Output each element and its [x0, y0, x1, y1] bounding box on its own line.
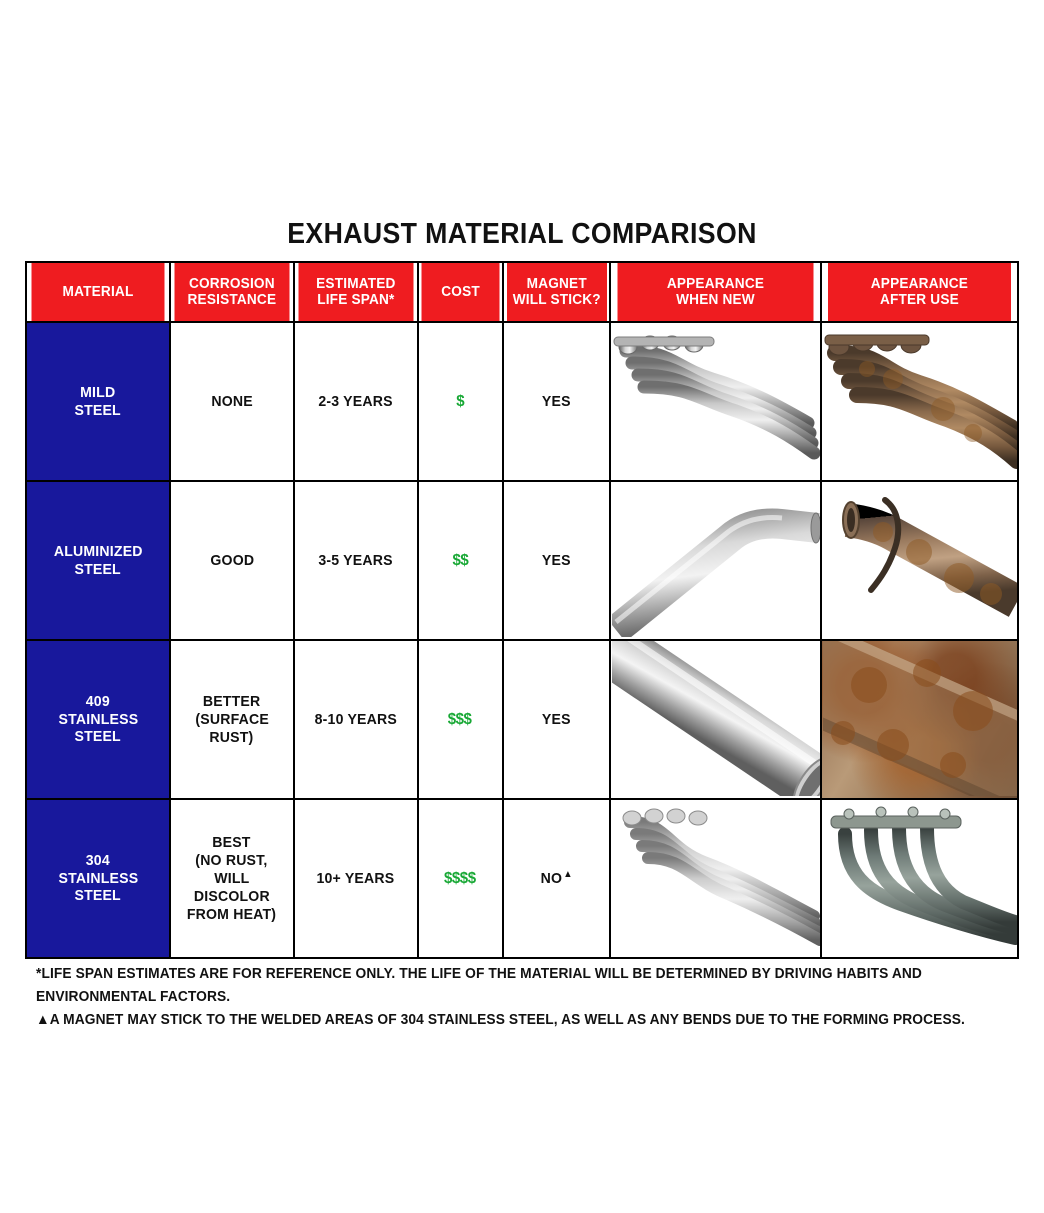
cell-corrosion-aluminized-steel: GOOD — [170, 481, 294, 640]
image-new-409-stainless-steel — [610, 640, 821, 799]
image-used-304-stainless-steel — [821, 799, 1018, 958]
cell-corrosion-mild-steel: NONE — [170, 322, 294, 481]
footnotes — [36, 963, 1016, 1033]
table-row — [26, 799, 1018, 958]
table-header-row — [26, 262, 1018, 322]
image-used-aluminized-steel — [821, 481, 1018, 640]
image-new-304-stainless-steel — [610, 799, 821, 958]
cell-lifespan-304-stainless-steel: 10+ YEARS — [294, 799, 418, 958]
cell-cost-aluminized-steel: $$ — [418, 481, 503, 640]
image-new-aluminized-steel — [610, 481, 821, 640]
cell-lifespan-aluminized-steel: 3-5 YEARS — [294, 481, 418, 640]
cell-lifespan-mild-steel: 2-3 YEARS — [294, 322, 418, 481]
table-header — [26, 262, 1018, 322]
image-used-409-stainless-steel — [821, 640, 1018, 799]
column-header-cost: COST — [420, 262, 500, 322]
rusted-long-tube-headers-icon — [823, 323, 1017, 478]
cell-cost-304-stainless-steel: $$$$ — [418, 799, 503, 958]
cell-material-409-stainless-steel: 409 STAINLESS STEEL — [26, 640, 170, 799]
surface-rusted-pipe-closeup-icon — [822, 641, 1017, 798]
bent-exhaust-pipe-icon — [612, 482, 820, 637]
cell-material-mild-steel: MILD STEEL — [26, 322, 170, 481]
table-row — [26, 322, 1018, 481]
cell-material-304-stainless-steel: 304 STAINLESS STEEL — [26, 799, 170, 958]
304-stainless-headers-icon — [612, 800, 820, 955]
heat-discolored-headers-icon — [823, 800, 1017, 955]
cell-material-aluminized-steel: ALUMINIZED STEEL — [26, 481, 170, 640]
image-new-mild-steel — [610, 322, 821, 481]
table-row — [26, 640, 1018, 799]
column-header-appearance-when-new: APPEARANCE WHEN NEW — [617, 262, 815, 322]
column-header-appearance-after-use: APPEARANCE AFTER USE — [827, 262, 1012, 322]
rusted-exhaust-pipe-with-hanger-icon — [823, 482, 1017, 637]
table-row — [26, 481, 1018, 640]
stainless-long-tube-headers-icon — [612, 323, 820, 478]
polished-straight-pipe-icon — [612, 641, 820, 796]
cell-cost-mild-steel: $ — [418, 322, 503, 481]
cell-magnet-304-stainless-steel: NO▲ — [503, 799, 611, 958]
cell-cost-409-stainless-steel: $$$ — [418, 640, 503, 799]
cell-magnet-aluminized-steel: YES — [503, 481, 611, 640]
exhaust-material-comparison-table — [25, 261, 1019, 959]
column-header-estimated-life-span: ESTIMATED LIFE SPAN* — [297, 262, 413, 322]
cell-magnet-409-stainless-steel: YES — [503, 640, 611, 799]
column-header-corrosion-resistance: CORROSION RESISTANCE — [174, 262, 290, 322]
column-header-material: MATERIAL — [30, 262, 165, 322]
footnote-lifespan: *LIFE SPAN ESTIMATES ARE FOR REFERENCE ONLY. THE LIFE OF THE MATERIAL WILL BE DETERMINED BY DRIVING HABITS AND ENVIRONMENTAL FACTORS. — [36, 966, 922, 1006]
page-title: EXHAUST MATERIAL COMPARISON — [287, 218, 757, 250]
footnote-magnet: ▲A MAGNET MAY STICK TO THE WELDED AREAS OF 304 STAINLESS STEEL, AS WELL AS ANY BENDS DUE TO THE FORMING PROCESS. — [36, 1012, 965, 1029]
cell-lifespan-409-stainless-steel: 8-10 YEARS — [294, 640, 418, 799]
cell-corrosion-304-stainless-steel: BEST (NO RUST, WILL DISCOLOR FROM HEAT) — [170, 799, 294, 958]
cell-corrosion-409-stainless-steel: BETTER (SURFACE RUST) — [170, 640, 294, 799]
column-header-magnet-will-stick: MAGNET WILL STICK? — [506, 262, 607, 322]
magnet-footnote-marker: ▲ — [563, 869, 573, 880]
image-used-mild-steel — [821, 322, 1018, 481]
cell-magnet-mild-steel: YES — [503, 322, 611, 481]
